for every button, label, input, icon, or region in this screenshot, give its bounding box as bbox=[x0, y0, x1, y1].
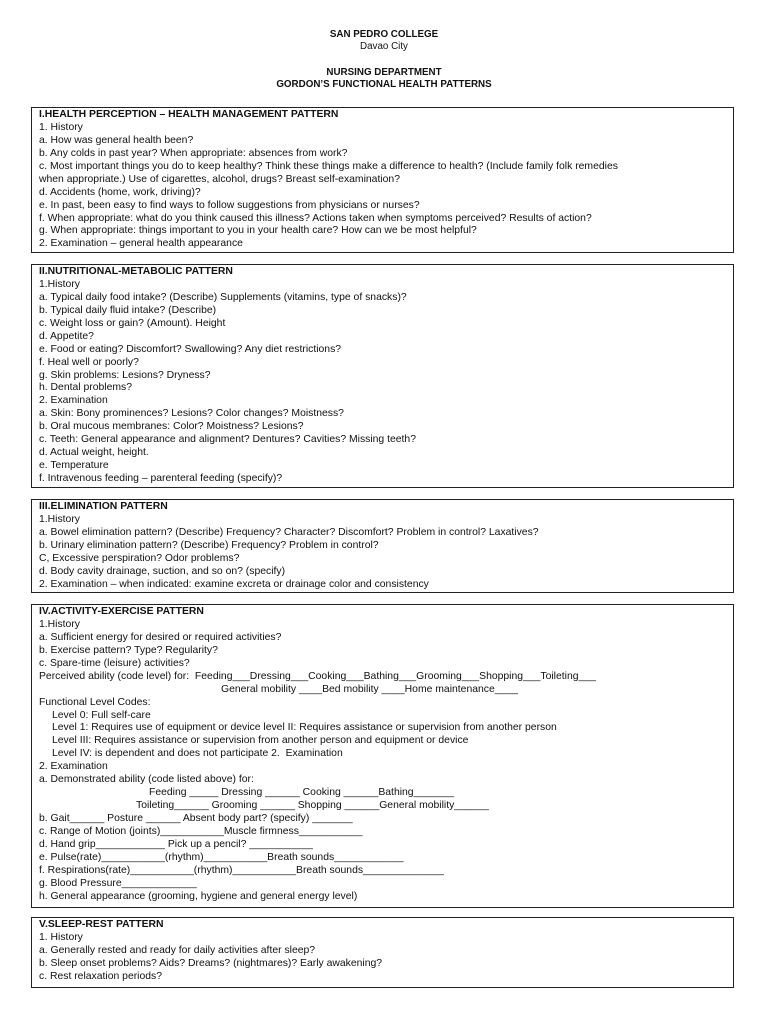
section-line: e. Food or eating? Discomfort? Swallowing? Any diet restrictions? bbox=[39, 343, 342, 355]
section-title: III.ELIMINATION PATTERN bbox=[39, 501, 168, 512]
section-line: d. Accidents (home, work, driving)? bbox=[39, 186, 201, 198]
section-line: e. Temperature bbox=[39, 460, 109, 472]
section-title: I.HEALTH PERCEPTION – HEALTH MANAGEMENT PATTERN bbox=[39, 109, 339, 120]
section-line: 2. Examination – when indicated: examine excreta or drainage color and consistency bbox=[39, 578, 429, 590]
section-line: 2. Examination – general health appearance bbox=[39, 238, 243, 250]
section-line: g. When appropriate: things important to you in your health care? How can we be most helpful? bbox=[39, 225, 477, 237]
section-line: c. Teeth: General appearance and alignment? Dentures? Cavities? Missing teeth? bbox=[39, 434, 416, 446]
section-line: f. Respirations(rate)___________(rhythm)___________Breath sounds______________ bbox=[39, 864, 444, 876]
section-line: Toileting______ Grooming ______ Shopping ______General mobility______ bbox=[136, 800, 489, 812]
section-line: a. Skin: Bony prominences? Lesions? Color changes? Moistness? bbox=[39, 408, 344, 420]
section-line: e. Pulse(rate)___________(rhythm)___________Breath sounds____________ bbox=[39, 851, 404, 863]
section-line: e. In past, been easy to find ways to follow suggestions from physicians or nurses? bbox=[39, 199, 420, 211]
section-line: Feeding _____ Dressing ______ Cooking ______Bathing_______ bbox=[149, 787, 455, 799]
section-line: h. General appearance (grooming, hygiene and general energy level) bbox=[39, 890, 358, 902]
department-name: NURSING DEPARTMENT bbox=[326, 67, 442, 78]
section-line: Perceived ability (code level) for: Feeding___Dressing___Cooking___Bathing___Grooming___Shopping___Toileting___ bbox=[39, 670, 596, 682]
section-line: c. Range of Motion (joints)___________Muscle firmness___________ bbox=[39, 825, 363, 837]
section-activity-exercise bbox=[31, 604, 734, 908]
section-line: C, Excessive perspiration? Odor problems? bbox=[39, 552, 240, 564]
section-line: a. Generally rested and ready for daily activities after sleep? bbox=[39, 944, 316, 956]
section-line: c. Most important things you do to keep healthy? Think these things make a difference to health? (Include family folk remedies bbox=[39, 160, 618, 172]
section-line: b. Gait______ Posture ______ Absent body part? (specify) _______ bbox=[39, 813, 353, 824]
section-line: when appropriate.) Use of cigarettes, alcohol, drugs? Breast self-examination? bbox=[39, 173, 400, 185]
section-line: 1.History bbox=[39, 618, 80, 630]
section-line: b. Oral mucous membranes: Color? Moistness? Lesions? bbox=[39, 421, 304, 433]
section-line: c. Weight loss or gain? (Amount). Height bbox=[39, 317, 226, 329]
section-line: g. Blood Pressure_____________ bbox=[39, 877, 197, 889]
section-line: Level III: Requires assistance or supervision from another person and equipment or device bbox=[52, 735, 469, 747]
section-title: V.SLEEP-REST PATTERN bbox=[39, 919, 164, 930]
city-name: Davao City bbox=[360, 41, 408, 52]
section-line: f. When appropriate: what do you think caused this illness? Actions taken when symptoms perceived? Results of action? bbox=[39, 212, 592, 224]
section-line: h. Dental problems? bbox=[39, 382, 132, 394]
section-line: b. Sleep onset problems? Aids? Dreams? (nightmares)? Early awakening? bbox=[39, 957, 383, 969]
section-elimination bbox=[31, 499, 734, 593]
section-line: c. Spare-time (leisure) activities? bbox=[39, 657, 190, 669]
college-name: SAN PEDRO COLLEGE bbox=[329, 29, 439, 40]
section-line: Level 0: Full self-care bbox=[52, 709, 151, 721]
section-line: f. Heal well or poorly? bbox=[39, 356, 139, 368]
section-line: d. Hand grip____________ Pick up a pencil? ___________ bbox=[39, 838, 313, 850]
section-line: 1. History bbox=[39, 931, 83, 943]
section-health-perception bbox=[31, 107, 734, 253]
section-line: General mobility ____Bed mobility ____Home maintenance____ bbox=[221, 683, 518, 695]
section-line: 1.History bbox=[39, 513, 80, 525]
section-line: Level 1: Requires use of equipment or device level II: Requires assistance or supervision from another person bbox=[52, 722, 557, 734]
section-title: IV.ACTIVITY-EXERCISE PATTERN bbox=[39, 606, 204, 617]
section-nutritional-metabolic bbox=[31, 264, 734, 488]
section-line: b. Typical daily fluid intake? (Describe) bbox=[39, 304, 217, 316]
section-line: 1.History bbox=[39, 278, 80, 290]
section-line: a. Bowel elimination pattern? (Describe) Frequency? Character? Discomfort? Problem in control? Laxatives? bbox=[39, 526, 539, 538]
section-line: g. Skin problems: Lesions? Dryness? bbox=[39, 369, 211, 381]
section-line: c. Rest relaxation periods? bbox=[39, 970, 163, 982]
document-title: GORDON’S FUNCTIONAL HEALTH PATTERNS bbox=[276, 79, 492, 90]
section-line: Level IV: is dependent and does not participate 2. Examination bbox=[52, 748, 343, 760]
document-header bbox=[0, 29, 768, 91]
section-sleep-rest bbox=[31, 917, 734, 988]
section-line: a. Typical daily food intake? (Describe) Supplements (vitamins, type of snacks)? bbox=[39, 291, 407, 303]
section-line: 2. Examination bbox=[39, 761, 108, 773]
section-line: 1. History bbox=[39, 121, 83, 133]
section-line: a. Demonstrated ability (code listed above) for: bbox=[39, 774, 254, 786]
section-line: d. Actual weight, height. bbox=[39, 447, 149, 459]
section-line: b. Exercise pattern? Type? Regularity? bbox=[39, 644, 218, 656]
section-line: a. Sufficient energy for desired or required activities? bbox=[39, 631, 282, 643]
section-title: II.NUTRITIONAL-METABOLIC PATTERN bbox=[39, 266, 233, 277]
section-line: f. Intravenous feeding – parenteral feeding (specify)? bbox=[39, 473, 283, 484]
section-line: b. Any colds in past year? When appropriate: absences from work? bbox=[39, 147, 348, 159]
section-line: d. Appetite? bbox=[39, 330, 94, 342]
section-line: d. Body cavity drainage, suction, and so on? (specify) bbox=[39, 565, 286, 577]
section-line: b. Urinary elimination pattern? (Describe) Frequency? Problem in control? bbox=[39, 539, 379, 551]
section-line: Functional Level Codes: bbox=[39, 696, 151, 708]
section-line: a. How was general health been? bbox=[39, 134, 194, 146]
section-line: 2. Examination bbox=[39, 395, 108, 407]
